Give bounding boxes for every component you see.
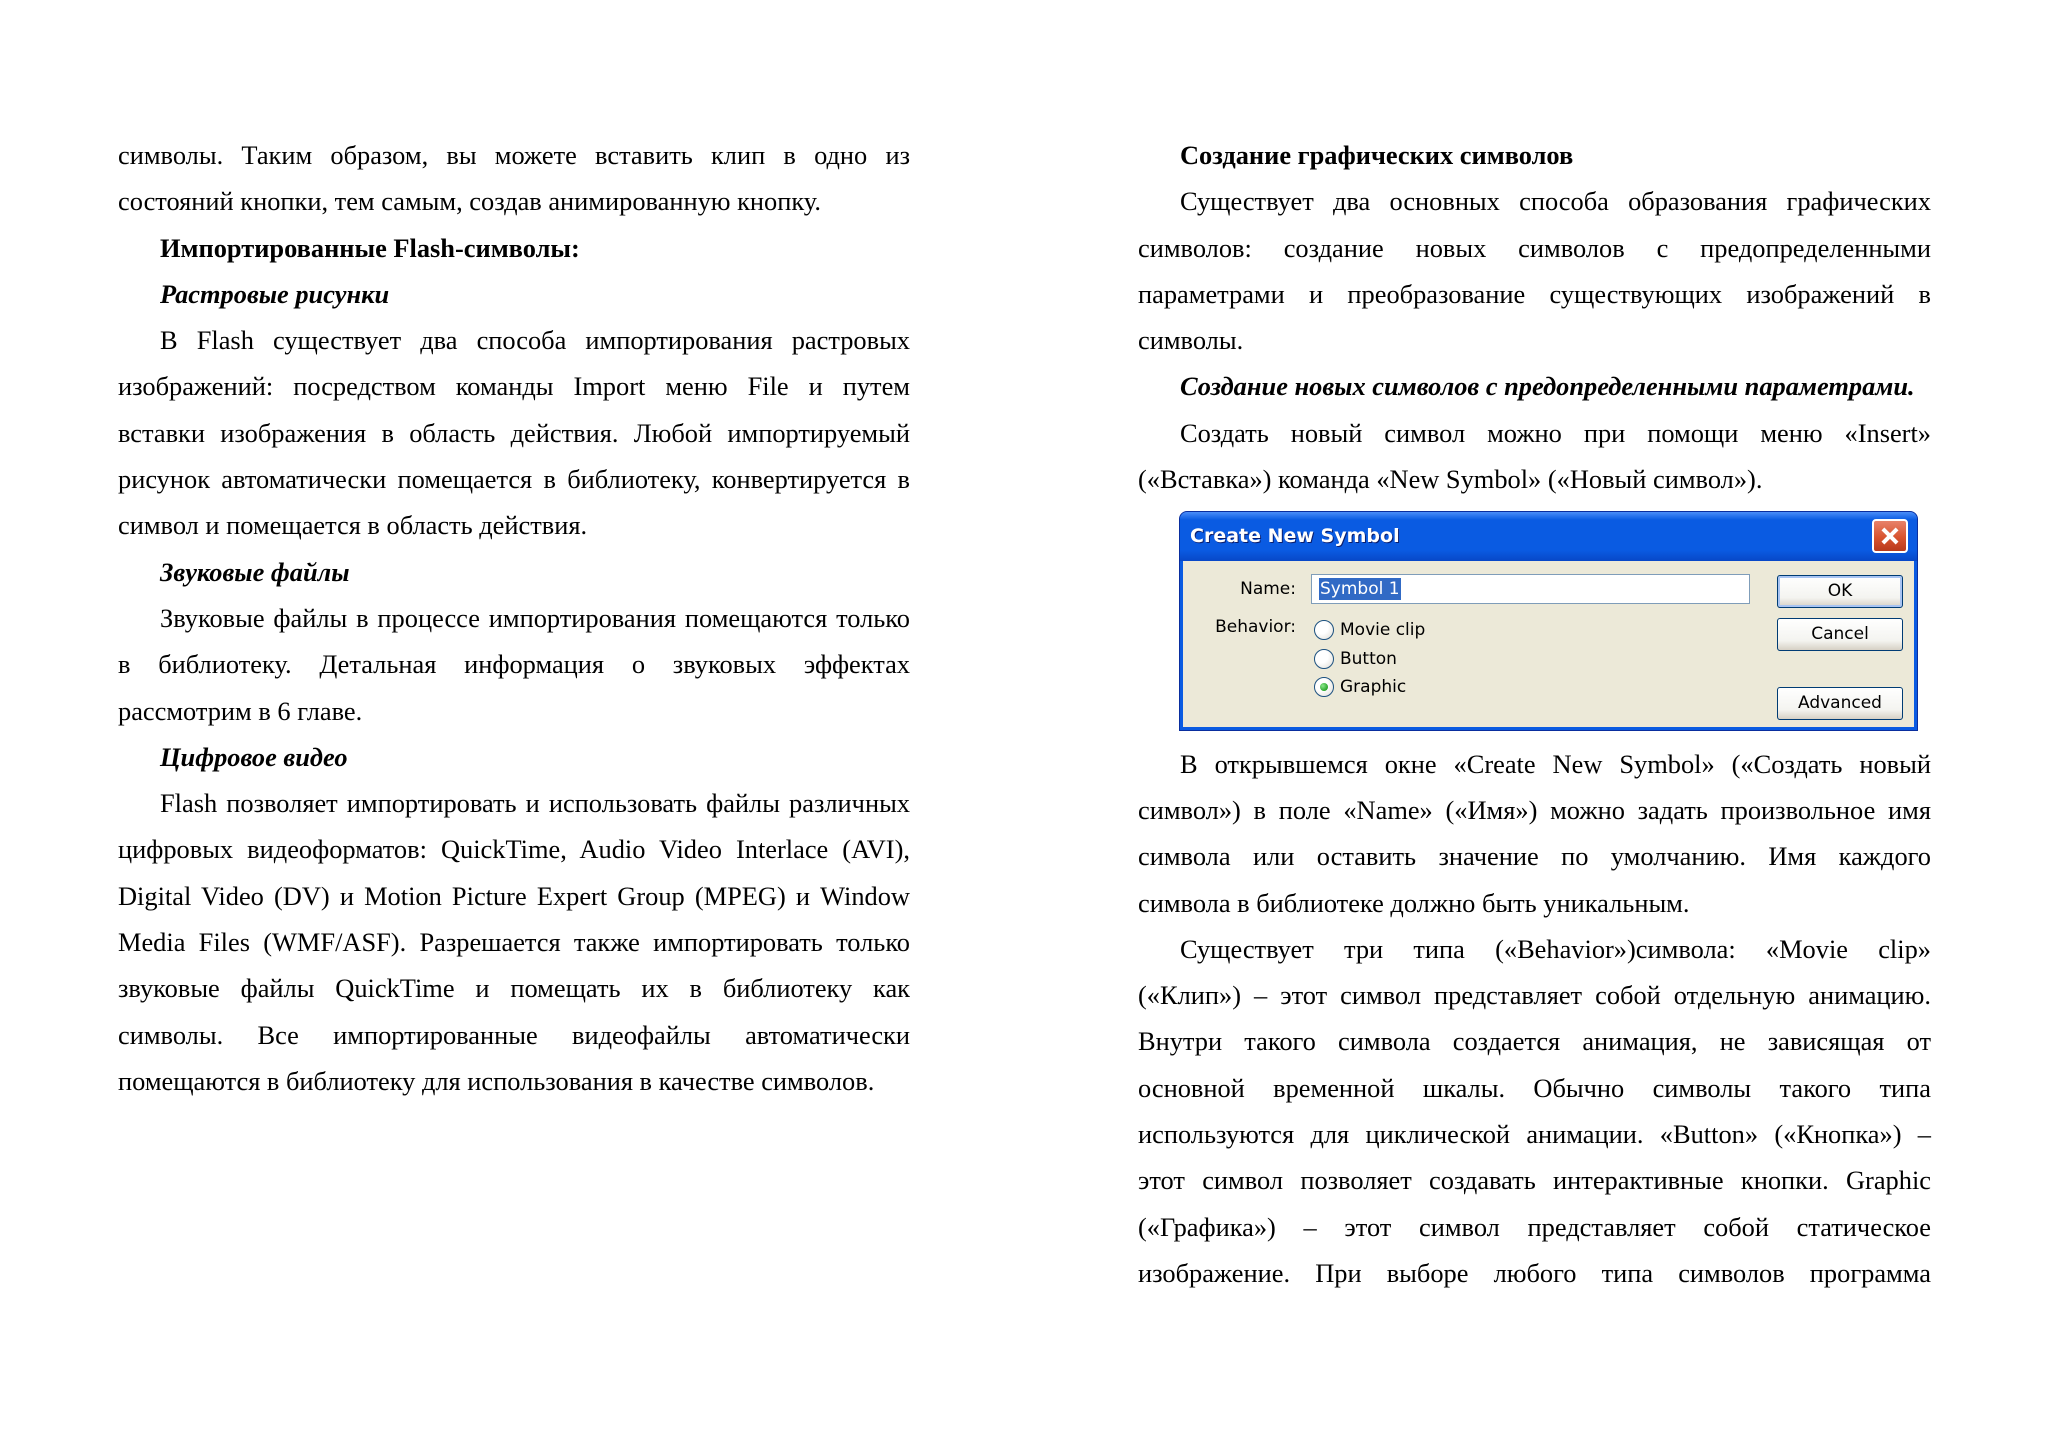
video-paragraph <box>118 780 910 1104</box>
paragraph-line: звуковые файлы QuickTime и помещать их в библиотеку как <box>118 973 910 1004</box>
radio-button[interactable] <box>1314 620 1334 640</box>
radio-graphic[interactable] <box>1314 677 1406 697</box>
paragraph-line: («Графика») – этот символ представляет собой статическое <box>1138 1211 1931 1242</box>
paragraph-line: изображение. При выборе любого типа символов программа <box>1138 1257 1931 1288</box>
paragraph-line: в библиотеку. Детальная информация о звуковых эффектах <box>118 649 910 680</box>
paragraph-line: Digital Video (DV) и Motion Picture Expert Group (MPEG) и Window <box>118 880 910 911</box>
section-heading: Создание графических символов <box>1180 140 1574 170</box>
name-input[interactable] <box>1311 574 1750 604</box>
paragraph-line: Существует три типа («Behavior»)символа: «Movie clip» <box>1180 933 1931 964</box>
paragraph-line: Media Files (WMF/ASF). Разрешается также импортировать только <box>118 927 910 958</box>
dialog-description-paragraph <box>1138 741 1931 926</box>
paragraph-line: символов: создание новых символов с предопределенными <box>1138 232 1931 263</box>
paragraph-line: параметрами и преобразование существующих изображений в <box>1138 278 1931 309</box>
dialog-title-bar[interactable] <box>1180 512 1917 561</box>
radio-label: Movie clip <box>1340 619 1426 640</box>
subsection-heading: Цифровое видео <box>160 741 348 772</box>
paragraph-line: В открывшемся окне «Create New Symbol» («Создать новый <box>1180 748 1931 779</box>
paragraph-line: Создать новый символ можно при помощи меню «Insert» <box>1180 417 1931 448</box>
paragraph-line: Flash позволяет импортировать и использовать файлы различных <box>160 788 910 819</box>
paragraph-line: рисунок автоматически помещается в библиотеку, конвертируется в <box>118 464 910 495</box>
paragraph-line: изображений: посредством команды Import меню File и путем <box>118 371 910 402</box>
symbol-types-paragraph <box>1138 926 1931 1296</box>
paragraph-line: («Вставка») команда «New Symbol» («Новый символ»). <box>1138 464 1763 495</box>
paragraph-line: Внутри такого символа создается анимация, не зависящая от <box>1138 1026 1931 1057</box>
close-button[interactable] <box>1872 519 1908 553</box>
radio-label: Button <box>1340 648 1397 669</box>
radio-label: Graphic <box>1340 676 1407 697</box>
sound-paragraph <box>118 595 910 734</box>
paragraph-line: вставки изображения в область действия. Любой импортируемый <box>118 417 910 448</box>
paragraph-line: цифровых видеоформатов: QuickTime, Audio Video Interlace (AVI), <box>118 834 910 865</box>
radio-movie-clip[interactable] <box>1314 620 1425 640</box>
name-input-selected-text: Symbol 1 <box>1320 578 1400 599</box>
paragraph-line: используются для циклической анимации. «Button» («Кнопка») – <box>1138 1119 1931 1150</box>
dialog-title: Create New Symbol <box>1190 524 1400 547</box>
radio-button[interactable] <box>1314 649 1334 669</box>
paragraph-line: этот символ позволяет создавать интерактивные кнопки. Graphic <box>1138 1165 1931 1196</box>
radio-button[interactable] <box>1314 677 1334 697</box>
subsection-heading: Растровые рисунки <box>160 278 390 309</box>
section-heading: Импортированные Flash-символы: <box>160 232 580 263</box>
subsection-heading: Звуковые файлы <box>160 556 350 587</box>
behavior-label: Behavior: <box>1215 616 1296 637</box>
ok-button[interactable]: OK <box>1777 575 1903 608</box>
subsection-heading: Создание новых символов с предопределенными параметрами. <box>1180 371 1915 402</box>
advanced-button[interactable]: Advanced <box>1777 687 1903 720</box>
paragraph-line: В Flash существует два способа импортирования растровых <box>160 325 910 356</box>
paragraph-line: Звуковые файлы в процессе импортирования помещаются только <box>160 602 910 633</box>
right-column <box>1138 132 1931 1296</box>
paragraph-line: символы. Все импортированные видеофайлы автоматически <box>118 1019 910 1050</box>
insert-paragraph <box>1138 410 1931 503</box>
methods-paragraph <box>1138 178 1931 363</box>
paragraph-line: символ и помещается в область действия. <box>118 510 588 541</box>
paragraph-line: основной временной шкалы. Обычно символы такого типа <box>1138 1072 1931 1103</box>
name-label: Name: <box>1240 578 1296 599</box>
paragraph-line: символы. Таким образом, вы можете вставить клип в одно из <box>118 140 910 170</box>
paragraph-line: Существует два основных способа образования графических <box>1180 186 1931 217</box>
paragraph-line: символ») в поле «Name» («Имя») можно задать произвольное имя <box>1138 794 1931 825</box>
raster-paragraph <box>118 317 910 548</box>
radio-button-behavior[interactable] <box>1314 649 1397 669</box>
create-new-symbol-dialog <box>1179 511 1918 731</box>
paragraph-line: символа или оставить значение по умолчанию. Имя каждого <box>1138 841 1931 872</box>
left-column <box>118 132 910 1104</box>
paragraph-line: рассмотрим в 6 главе. <box>118 695 363 726</box>
paragraph-line: («Клип») – этот символ представляет собой отдельную анимацию. <box>1138 980 1931 1011</box>
paragraph-line: состояний кнопки, тем самым, создав анимированную кнопку. <box>118 186 821 217</box>
paragraph-line: символа в библиотеке должно быть уникальным. <box>1138 887 1690 918</box>
paragraph-line: символы. <box>1138 325 1244 356</box>
cancel-button[interactable]: Cancel <box>1777 618 1903 651</box>
intro-paragraph <box>118 132 910 225</box>
close-icon <box>1874 521 1906 551</box>
paragraph-line: помещаются в библиотеку для использования в качестве символов. <box>118 1065 875 1096</box>
